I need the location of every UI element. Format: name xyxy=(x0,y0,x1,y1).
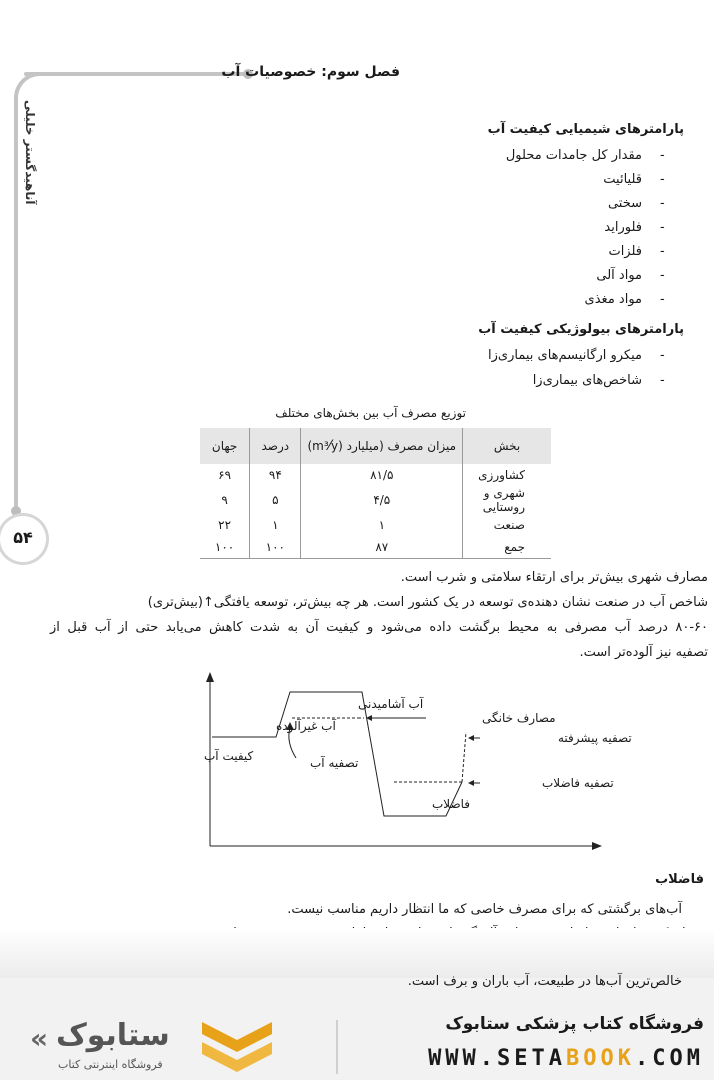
table-row: شهری و روستایی ۴/۵ ۵ ۹ xyxy=(200,486,551,514)
wastewater-paragraph-3: خالص‌ترین آب‌ها در طبیعت، آب باران و برف است. xyxy=(407,974,682,989)
list-item: -شاخص‌های بیماری‌زا xyxy=(533,373,682,388)
logo-arrows-icon: « xyxy=(30,1022,49,1055)
logo-text: ستابوک xyxy=(56,1018,170,1053)
list-item: -سختی xyxy=(608,196,682,211)
label-wastewater: فاضلاب xyxy=(432,797,471,811)
col-percent: درصد xyxy=(250,428,301,464)
label-unpolluted-water: آب غیرآلوده xyxy=(276,719,336,733)
label-drinking-water: آب آشامیدنی xyxy=(358,697,424,711)
y-axis-label: کیفیت آب xyxy=(204,749,254,763)
list-item: -مواد آلی xyxy=(596,268,682,283)
label-advanced-treatment: تصفیه پیشرفته xyxy=(558,731,632,745)
list-item: -فلزات xyxy=(608,244,682,259)
bullet-dash: - xyxy=(660,220,665,235)
side-title: آناهیدگستر خلیلی xyxy=(23,99,37,205)
bullet-dash: - xyxy=(660,148,665,163)
table-row: جمع ۸۷ ۱۰۰ ۱۰۰ xyxy=(200,536,551,559)
table-caption: توزیع مصرف آب بین بخش‌های مختلف xyxy=(275,406,466,420)
list-item: -مقدار کل جامدات محلول xyxy=(506,148,682,163)
paragraph-return-line2: تصفیه نیز آلوده‌تر است. xyxy=(579,645,708,660)
footer-divider xyxy=(336,1020,338,1074)
frame-line-top xyxy=(24,72,248,76)
table-row: صنعت ۱ ۱ ۲۲ xyxy=(200,514,551,536)
footer-fade xyxy=(0,928,714,978)
store-title: فروشگاه کتاب پزشکی ستابوک xyxy=(445,1014,704,1034)
table-row: کشاورزی ۸۱/۵ ۹۴ ۶۹ xyxy=(200,464,551,486)
col-world: جهان xyxy=(200,428,250,464)
water-usage-table xyxy=(200,428,551,559)
unit-m3: m³ xyxy=(312,439,329,453)
page-number: ۵۴ xyxy=(13,528,33,547)
unit-y: y xyxy=(331,439,339,453)
label-wastewater-treatment: تصفیه فاضلاب xyxy=(542,776,614,790)
bullet-dash: - xyxy=(660,172,665,187)
wastewater-paragraph-1: آب‌های برگشتی که برای مصرف خاصی که ما انتظار داریم مناسب نیست. xyxy=(287,902,682,917)
col-sector: بخش xyxy=(463,428,551,464)
water-quality-diagram xyxy=(150,670,632,860)
unit-slash: ⁄ xyxy=(328,438,332,454)
paragraph-return-line1: ۸۰-۶۰ درصد آب مصرفی به محیط برگشت داده می‌شود و کیفیت آن به شدت کاهش می‌یابد حتی از آب قبل از xyxy=(50,620,708,635)
bullet-dash: - xyxy=(660,244,665,259)
unit-close: ) xyxy=(307,439,313,453)
wastewater-heading: فاضلاب xyxy=(655,872,704,887)
paragraph-urban: مصارف شهری بیش‌تر برای ارتقاء سلامتی و شرب است. xyxy=(400,570,708,585)
paragraph-industry: شاخص آب در صنعت نشان دهنده‌ی توسعه در یک کشور است. هر چه بیش‌تر، توسعه یافتگی↑(بیش‌تری) xyxy=(147,595,708,610)
store-url[interactable]: WWW.SETABOOK.COM xyxy=(428,1046,704,1071)
biological-heading: پارامترهای بیولوژیکی کیفیت آب xyxy=(478,322,684,337)
bullet-dash: - xyxy=(660,292,665,307)
list-item: -مواد مغذی xyxy=(585,292,682,307)
label-water-treatment: تصفیه آب xyxy=(310,756,359,770)
bullet-dash: - xyxy=(660,196,665,211)
frame-dot-bottom xyxy=(11,506,21,516)
col-usage: میزان مصرف (میلیارد (m³⁄y) xyxy=(301,428,463,464)
list-item: -میکرو ارگانیسم‌های بیماری‌زا xyxy=(488,348,682,363)
list-item: -فلوراید xyxy=(604,220,682,235)
chapter-title: فصل سوم: خصوصیات آب xyxy=(221,64,400,80)
label-domestic-use: مصارف خانگی xyxy=(482,711,556,725)
chemical-heading: پارامترهای شیمیایی کیفیت آب xyxy=(487,122,684,137)
bullet-dash: - xyxy=(660,268,665,283)
bullet-dash: - xyxy=(660,373,665,388)
logo-subtitle: فروشگاه اینترنتی کتاب xyxy=(58,1058,163,1071)
list-item: -قلیائیت xyxy=(603,172,682,187)
setabook-logo-icon xyxy=(200,1018,274,1076)
bullet-dash: - xyxy=(660,348,665,363)
